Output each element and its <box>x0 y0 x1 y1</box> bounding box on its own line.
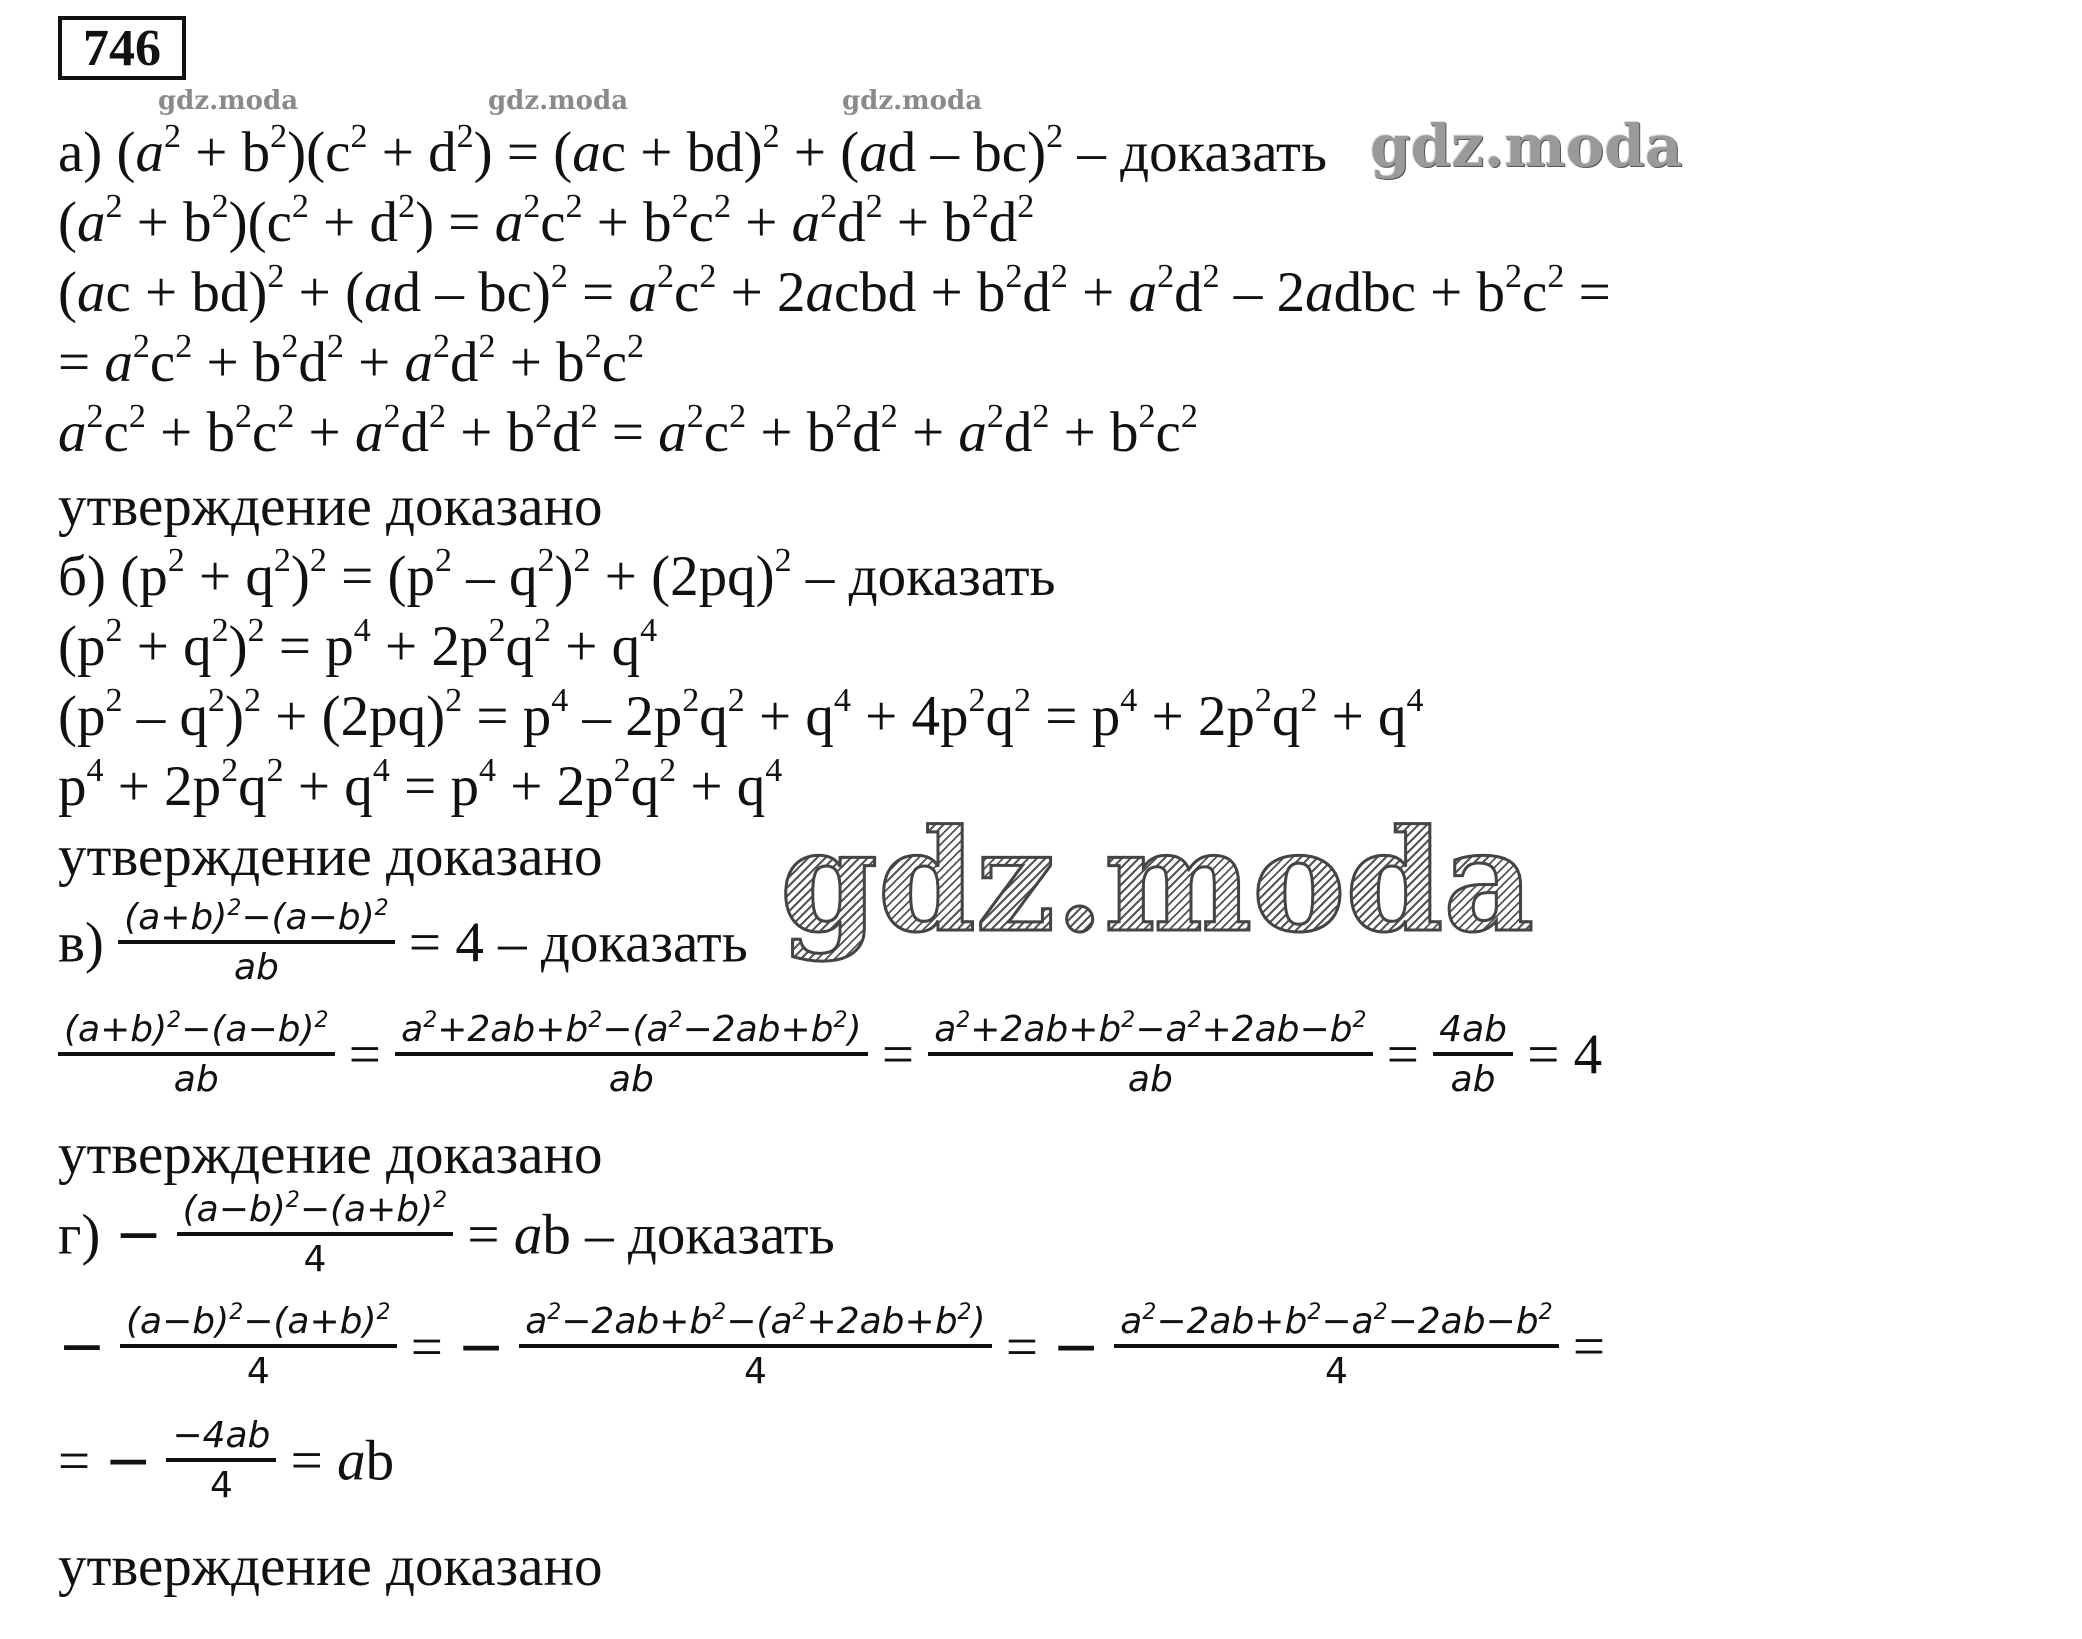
fraction: $\frac{4ab}{ab}$ <box>1433 1012 1513 1098</box>
watermark-small: gdz.moda <box>842 86 983 116</box>
part-v-line-2: $\frac{(a+b)^2-(a-b)^2}{ab}$ = $\frac{a^2+2ab+b^2-(a^2-2ab+b^2)}{ab}$ = $\frac{a^2+2ab+b^2-a^2+2ab-b^2}{ab}$ = $\frac{4ab}{ab}$ = 4 <box>58 1012 1602 1098</box>
part-g-suffix: – доказать <box>585 1203 835 1267</box>
fraction: $\frac{(a+b)^2-(a-b)^2}{ab}$ <box>118 900 395 986</box>
part-v-statement: в) $\frac{(a+b)^2-(a-b)^2}{ab}$ = 4 – доказать <box>58 896 748 988</box>
part-v-label: в) <box>58 911 104 975</box>
fraction: $\frac{a^2+2ab+b^2-(a^2-2ab+b^2)}{ab}$ <box>395 1012 867 1098</box>
part-g-line-2: − $\frac{(a-b)^2-(a+b)^2}{4}$ = − $\frac{a^2-2ab+b^2-(a^2+2ab+b^2)}{4}$ = − $\frac{a^2-2ab+b^2-a^2-2ab-b^2}{4}$ = <box>58 1300 1605 1392</box>
fraction: $\frac{a^2-2ab+b^2-(a^2+2ab+b^2)}{4}$ <box>519 1304 991 1390</box>
fraction: $\frac{a^2-2ab+b^2-a^2-2ab-b^2}{4}$ <box>1114 1304 1558 1390</box>
part-b-conclusion: утверждение доказано <box>58 825 603 888</box>
part-a-line-3: $(ac + bd)^2 + (ad - bc)^2 = a^2c^2$ + 2acbd + $b^2d^2 + a^2d^2$ – 2adbc + $b^2c^2$ = <box>58 258 1611 324</box>
fraction: $\frac{(a-b)^2-(a+b)^2}{4}$ <box>177 1192 454 1278</box>
part-g-statement: г) − $\frac{(a-b)^2-(a+b)^2}{4}$ = ab – доказать <box>58 1188 835 1280</box>
part-g-label: г) <box>58 1203 101 1267</box>
part-a-line-4: = $a^2c^2 + b^2d^2 + a^2d^2 + b^2c^2$ <box>58 328 644 394</box>
part-a-suffix: – доказать <box>1077 121 1327 184</box>
part-g-line-3: = − $\frac{-4ab}{4}$ = ab <box>58 1415 395 1506</box>
part-v-conclusion: утверждение доказано <box>58 1123 603 1186</box>
watermark-small: gdz.moda <box>488 86 629 116</box>
part-a-label: а) <box>58 121 103 184</box>
part-v-suffix: – доказать <box>498 911 748 975</box>
part-a-line-2: $(a^2 + b^2)(c^2 + d^2) = a^2c^2 + b^2c^2 + a^2d^2 + b^2d^2$ <box>58 188 1035 254</box>
fraction: $\frac{-4ab}{4}$ <box>166 1418 276 1504</box>
part-g-conclusion: утверждение доказано <box>58 1535 603 1598</box>
part-a-line-5: $a^2c^2 + b^2c^2 + a^2d^2 + b^2d^2 = a^2c^2 + b^2d^2 + a^2d^2 + b^2c^2$ <box>58 398 1198 464</box>
part-a-statement: а) $(a^2 + b^2)(c^2 + d^2) = (ac + bd)^2 + (ad - bc)^2$ – доказать <box>58 118 1327 184</box>
part-b-label: б) <box>58 545 106 608</box>
part-b-suffix: – доказать <box>805 545 1056 608</box>
part-a-conclusion: утверждение доказано <box>58 475 603 538</box>
fraction: $\frac{(a+b)^2-(a-b)^2}{ab}$ <box>58 1012 335 1098</box>
watermark-medium: gdz.moda <box>1370 112 1683 180</box>
part-b-line-3: $(p^2 - q^2)^2 + (2pq)^2 = p^4 - 2p^2q^2 + q^4 + 4p^2q^2 = p^4 + 2p^2q^2 + q^4$ <box>58 682 1424 748</box>
part-b-line-2: $(p^2 + q^2)^2 = p^4 + 2p^2q^2 + q^4$ <box>58 612 658 678</box>
part-b-statement: б) $(p^2 + q^2)^2 = (p^2 - q^2)^2 + (2pq)^2$ – доказать <box>58 542 1056 608</box>
fraction: $\frac{a^2+2ab+b^2-a^2+2ab-b^2}{ab}$ <box>928 1012 1372 1098</box>
watermark-small: gdz.moda <box>158 86 299 116</box>
watermark-large: gdz.moda <box>780 800 1535 964</box>
fraction: $\frac{(a-b)^2-(a+b)^2}{4}$ <box>120 1304 397 1390</box>
problem-number: 746 <box>58 16 186 80</box>
part-b-line-4: $p^4 + 2p^2q^2 + q^4 = p^4 + 2p^2q^2 + q^4$ <box>58 752 783 818</box>
